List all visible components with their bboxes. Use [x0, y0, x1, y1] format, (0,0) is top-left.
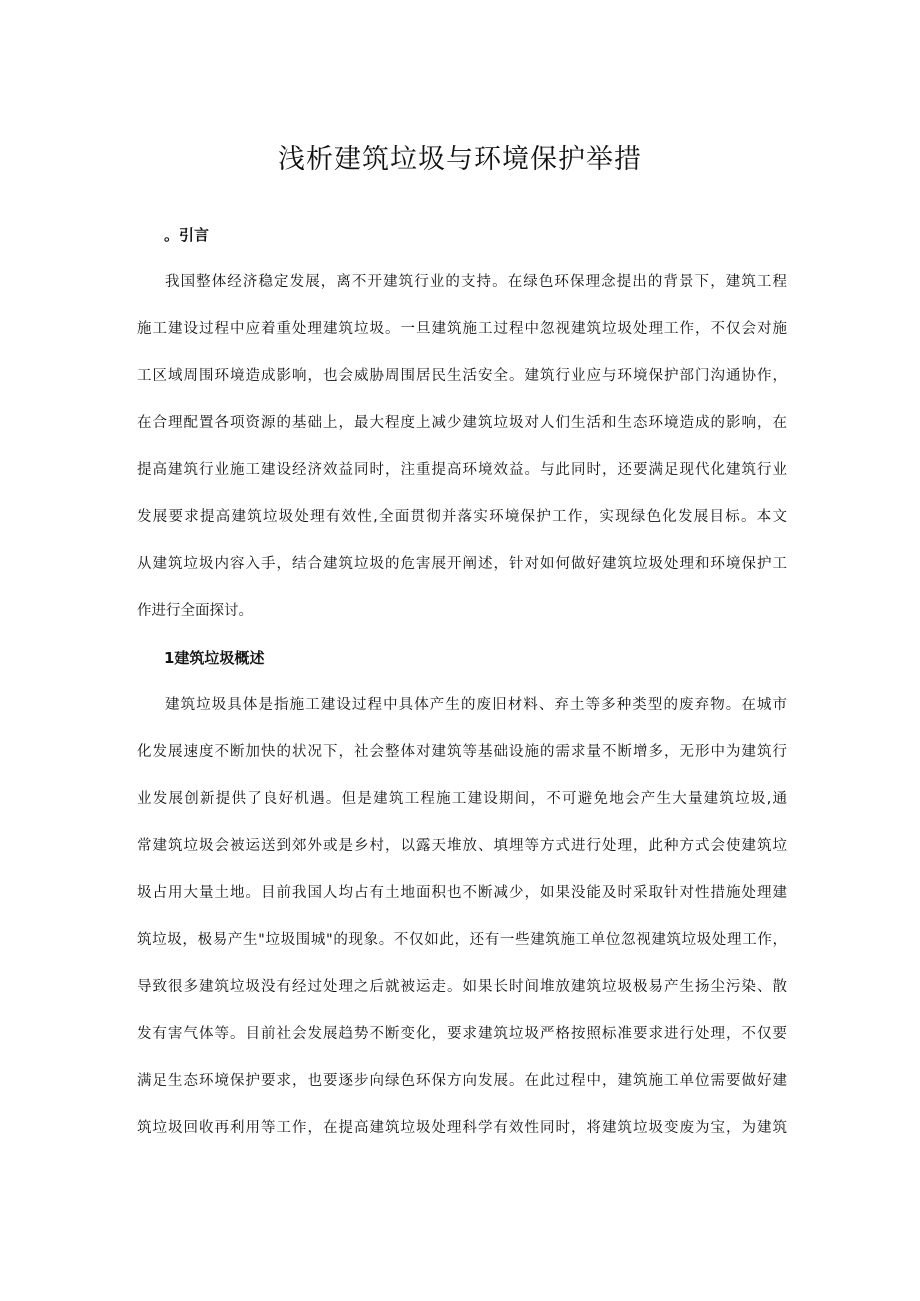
text-line: 发有害气体等。目前社会发展趋势不断变化，要求建筑垃圾严格按照标准要求进行处理，不仅要: [137, 1026, 787, 1042]
paragraph: [137, 688, 787, 1145]
text-line: 满足生态环境保护要求，也要逐步向绿色环保方向发展。在此过程中，建筑施工单位需要做好建: [137, 1073, 787, 1089]
text-line: 建筑垃圾具体是指施工建设过程中具体产生的废旧材料、弃土等多种类型的废弃物。在城市: [165, 697, 787, 713]
text-line: 工区域周围环境造成影响，也会威胁周围居民生活安全。建筑行业应与环境保护部门沟通协作，: [137, 368, 787, 384]
section-heading: 。引言: [164, 226, 210, 244]
document-title: 浅析建筑垃圾与环境保护举措: [278, 144, 642, 175]
text-line: 导致很多建筑垃圾没有经过处理之后就被运走。如果长时间堆放建筑垃圾极易产生扬尘污染、散: [137, 979, 787, 995]
text-line: 发展要求提高建筑垃圾处理有效性,全面贯彻并落实环境保护工作，实现绿色化发展目标。本文: [137, 509, 787, 525]
text-line: 作进行全面探讨。: [137, 603, 253, 619]
text-line: 我国整体经济稳定发展，离不开建筑行业的支持。在绿色环保理念提出的背景下，建筑工程: [165, 274, 787, 290]
section-overview: [137, 641, 787, 1145]
text-line: 提高建筑行业施工建设经济效益同时，注重提高环境效益。与此同时，还要满足现代化建筑行业: [137, 462, 787, 478]
text-line: 圾占用大量土地。目前我国人均占有土地面积也不断减少，如果没能及时采取针对性措施处理建: [137, 885, 787, 901]
paragraph: [137, 265, 787, 628]
text-line: 在合理配置各项资源的基础上，最大程度上减少建筑垃圾对人们生活和生态环境造成的影响，在: [137, 415, 787, 431]
text-line: 施工建设过程中应着重处理建筑垃圾。一旦建筑施工过程中忽视建筑垃圾处理工作，不仅会对施: [137, 321, 787, 337]
text-line: 筑垃圾回收再利用等工作，在提高建筑垃圾处理科学有效性同时，将建筑垃圾变废为宝，为建筑: [137, 1120, 787, 1136]
text-line: 筑垃圾，极易产生"垃圾围城"的现象。不仅如此，还有一些建筑施工单位忽视建筑垃圾处理工作，: [137, 932, 787, 948]
document-body: [137, 218, 787, 1158]
section-introduction: [137, 218, 787, 628]
text-line: 化发展速度不断加快的状况下，社会整体对建筑等基础设施的需求量不断增多，无形中为建筑行: [137, 744, 787, 760]
section-heading: 1建筑垃圾概述: [164, 649, 265, 667]
text-line: 业发展创新提供了良好机遇。但是建筑工程施工建设期间，不可避免地会产生大量建筑垃圾,通: [137, 791, 787, 807]
text-line: 常建筑垃圾会被运送到郊外或是乡村，以露天堆放、填埋等方式进行处理，此种方式会使建筑垃: [137, 838, 787, 854]
text-line: 从建筑垃圾内容入手，结合建筑垃圾的危害展开阐述，针对如何做好建筑垃圾处理和环境保护工: [137, 556, 787, 572]
